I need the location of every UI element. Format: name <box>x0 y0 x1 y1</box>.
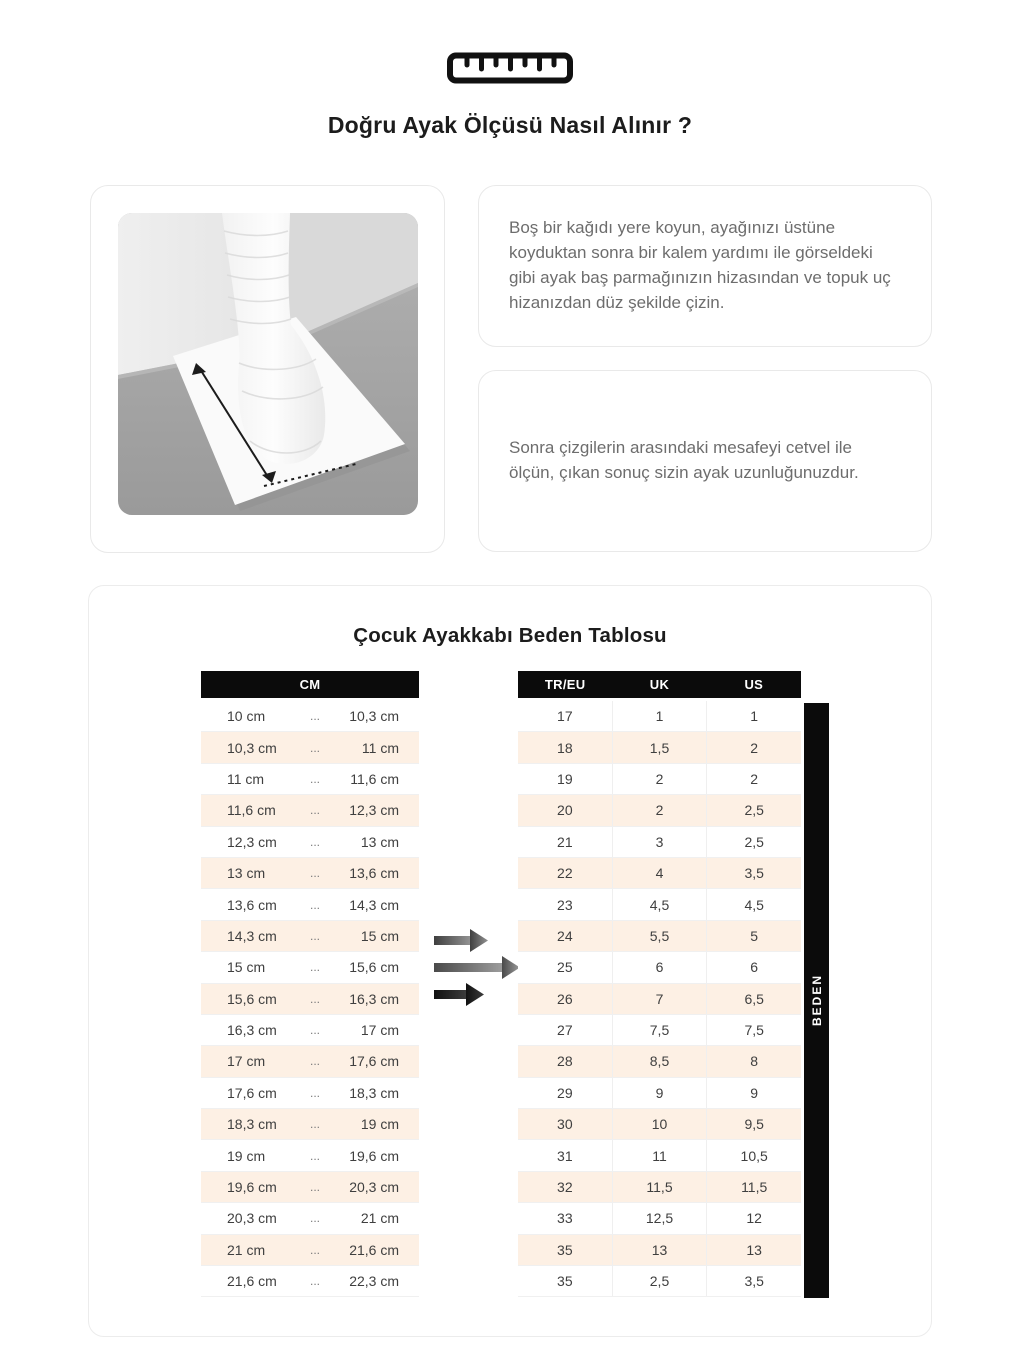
size-table-row <box>518 701 801 732</box>
tr-eu-value: 21 <box>557 833 573 850</box>
range-separator: ... <box>309 771 320 786</box>
cm-table-row <box>201 1172 419 1203</box>
size-table-row <box>518 858 801 889</box>
range-separator: ... <box>309 1023 320 1038</box>
range-separator: ... <box>309 866 320 881</box>
us-value: 10,5 <box>706 1140 801 1170</box>
cm-value: 11,6 cm <box>350 770 399 787</box>
uk-value: 1,5 <box>612 732 707 762</box>
cm-value: 10,3 cm <box>227 739 277 756</box>
us-value: 2 <box>706 732 801 762</box>
uk-value: 2 <box>612 795 707 825</box>
range-separator: ... <box>309 709 320 724</box>
cm-value: 12,3 cm <box>349 802 399 819</box>
cm-value: 15,6 cm <box>349 959 399 976</box>
cm-table-row <box>201 1109 419 1140</box>
us-header-label: US <box>744 677 764 692</box>
cm-value: 19,6 cm <box>227 1179 277 1196</box>
cm-table-row <box>201 952 419 983</box>
cm-value: 11 cm <box>227 770 265 787</box>
uk-value: 1 <box>612 701 707 731</box>
tr-eu-value: 30 <box>557 1116 573 1133</box>
us-value: 12 <box>706 1203 801 1233</box>
cm-table-row <box>201 858 419 889</box>
cm-value: 15,6 cm <box>227 990 277 1007</box>
range-separator: ... <box>309 1148 320 1163</box>
tr-eu-value: 20 <box>557 802 573 819</box>
cm-value: 18,3 cm <box>349 1084 399 1101</box>
cm-table-header <box>201 671 419 698</box>
tr-eu-value: 27 <box>557 1022 573 1039</box>
uk-value: 3 <box>612 827 707 857</box>
range-separator: ... <box>309 991 320 1006</box>
size-table-row <box>518 889 801 920</box>
cm-table-row <box>201 1203 419 1234</box>
size-table-row <box>518 921 801 952</box>
tr-eu-header-label: TR/EU <box>544 677 586 692</box>
size-table-title: Çocuk Ayakkabı Beden Tablosu <box>353 624 667 647</box>
cm-value: 19 cm <box>227 1147 266 1164</box>
tr-eu-value: 26 <box>557 990 573 1007</box>
uk-value: 7,5 <box>612 1015 707 1045</box>
us-value: 7,5 <box>706 1015 801 1045</box>
cm-value: 14,3 cm <box>227 927 277 944</box>
range-separator: ... <box>309 960 320 975</box>
size-table-header <box>518 671 801 698</box>
range-separator: ... <box>309 834 320 849</box>
uk-value: 8,5 <box>612 1046 707 1076</box>
cm-value: 18,3 cm <box>227 1116 277 1133</box>
cm-table-row <box>201 1046 419 1077</box>
cm-value: 13,6 cm <box>349 865 399 882</box>
beden-side-bar <box>804 703 829 1298</box>
cm-table <box>201 701 419 1297</box>
tr-eu-value: 19 <box>557 770 573 787</box>
range-separator: ... <box>309 1085 320 1100</box>
us-value: 8 <box>706 1046 801 1076</box>
cm-value: 10,3 cm <box>349 708 399 725</box>
cm-table-row <box>201 732 419 763</box>
tr-eu-value: 22 <box>557 865 573 882</box>
size-table-row <box>518 1235 801 1266</box>
ruler-icon <box>0 52 1020 84</box>
range-separator: ... <box>309 928 320 943</box>
cm-value: 20,3 cm <box>349 1179 399 1196</box>
cm-table-row <box>201 1266 419 1297</box>
tr-eu-value: 24 <box>557 927 573 944</box>
tr-eu-value: 28 <box>557 1053 573 1070</box>
size-table-row <box>518 1078 801 1109</box>
cm-table-row <box>201 764 419 795</box>
instruction-card-2 <box>478 370 932 552</box>
cm-table-row <box>201 889 419 920</box>
cm-value: 22,3 cm <box>349 1273 399 1290</box>
transfer-arrows-icon <box>433 926 525 1008</box>
tr-eu-value: 17 <box>557 708 573 725</box>
cm-value: 20,3 cm <box>227 1210 277 1227</box>
us-value: 3,5 <box>706 1266 801 1296</box>
cm-header-label: CM <box>299 677 321 692</box>
uk-value: 4 <box>612 858 707 888</box>
cm-value: 21 cm <box>360 1210 399 1227</box>
size-table-row <box>518 1046 801 1077</box>
uk-value: 13 <box>612 1235 707 1265</box>
range-separator: ... <box>309 740 320 755</box>
uk-value: 11,5 <box>612 1172 707 1202</box>
size-table-row <box>518 764 801 795</box>
cm-table-row <box>201 795 419 826</box>
size-table-row <box>518 984 801 1015</box>
range-separator: ... <box>309 1180 320 1195</box>
size-table-row <box>518 952 801 983</box>
cm-value: 17,6 cm <box>227 1084 277 1101</box>
cm-value: 14,3 cm <box>349 896 399 913</box>
tr-eu-value: 33 <box>557 1210 573 1227</box>
uk-value: 10 <box>612 1109 707 1139</box>
size-table-row <box>518 1203 801 1234</box>
cm-value: 16,3 cm <box>349 990 399 1007</box>
us-value: 3,5 <box>706 858 801 888</box>
uk-value: 11 <box>612 1140 707 1170</box>
size-table-row <box>518 1172 801 1203</box>
instructions-section <box>90 185 932 553</box>
cm-table-row <box>201 1078 419 1109</box>
cm-table-row <box>201 1140 419 1171</box>
size-table-row <box>518 1266 801 1297</box>
us-value: 6 <box>706 952 801 982</box>
instruction-step-1: Boş bir kağıdı yere koyun, ayağınızı üstüne koyduktan sonra bir kalem yardımı ile görseldeki gibi ayak baş parmağınızın hizasından ve topuk uç hizanızdan düz şekilde çizin. <box>509 218 891 312</box>
size-table-row <box>518 732 801 763</box>
cm-value: 13,6 cm <box>227 896 277 913</box>
us-value: 13 <box>706 1235 801 1265</box>
uk-value: 12,5 <box>612 1203 707 1233</box>
uk-value: 2 <box>612 764 707 794</box>
tr-eu-value: 18 <box>557 739 573 756</box>
us-value: 2 <box>706 764 801 794</box>
tr-eu-value: 29 <box>557 1084 573 1101</box>
cm-value: 11,6 cm <box>227 802 276 819</box>
tr-eu-value: 25 <box>557 959 573 976</box>
us-value: 9 <box>706 1078 801 1108</box>
size-table-row <box>518 795 801 826</box>
uk-value: 2,5 <box>612 1266 707 1296</box>
cm-value: 19,6 cm <box>349 1147 399 1164</box>
us-value: 2,5 <box>706 827 801 857</box>
cm-value: 11 cm <box>361 739 399 756</box>
us-value: 6,5 <box>706 984 801 1014</box>
cm-value: 13 cm <box>227 865 266 882</box>
range-separator: ... <box>309 1211 320 1226</box>
cm-value: 13 cm <box>360 833 399 850</box>
cm-value: 21,6 cm <box>349 1241 399 1258</box>
uk-value: 9 <box>612 1078 707 1108</box>
tr-eu-value: 35 <box>557 1273 573 1290</box>
cm-table-row <box>201 984 419 1015</box>
cm-value: 17 cm <box>360 1022 399 1039</box>
uk-value: 5,5 <box>612 921 707 951</box>
us-value: 5 <box>706 921 801 951</box>
foot-measurement-photo <box>118 213 418 515</box>
cm-value: 15 cm <box>360 927 399 944</box>
page-title: Doğru Ayak Ölçüsü Nasıl Alınır ? <box>327 112 693 138</box>
us-value: 4,5 <box>706 889 801 919</box>
size-table-row <box>518 1140 801 1171</box>
cm-table-row <box>201 827 419 858</box>
cm-value: 15 cm <box>227 959 266 976</box>
cm-value: 10 cm <box>227 708 266 725</box>
size-conversion-table <box>518 701 801 1297</box>
tr-eu-value: 35 <box>557 1241 573 1258</box>
range-separator: ... <box>309 803 320 818</box>
instruction-cards <box>478 185 932 553</box>
size-table-row <box>518 1109 801 1140</box>
cm-value: 17,6 cm <box>349 1053 399 1070</box>
range-separator: ... <box>309 1117 320 1132</box>
tr-eu-value: 32 <box>557 1179 573 1196</box>
us-value: 2,5 <box>706 795 801 825</box>
tr-eu-value: 31 <box>557 1147 573 1164</box>
instruction-step-2: Sonra çizgilerin arasındaki mesafeyi cetvel ile ölçün, çıkan sonuç sizin ayak uzunluğunuzdur. <box>509 438 859 482</box>
range-separator: ... <box>309 897 320 912</box>
us-value: 11,5 <box>706 1172 801 1202</box>
range-separator: ... <box>309 1274 320 1289</box>
size-table-row <box>518 1015 801 1046</box>
range-separator: ... <box>309 1242 320 1257</box>
cm-value: 12,3 cm <box>227 833 277 850</box>
cm-table-row <box>201 1015 419 1046</box>
cm-value: 21,6 cm <box>227 1273 277 1290</box>
cm-table-row <box>201 701 419 732</box>
uk-header-label: UK <box>649 677 670 692</box>
cm-value: 17 cm <box>227 1053 266 1070</box>
uk-value: 4,5 <box>612 889 707 919</box>
cm-value: 19 cm <box>360 1116 399 1133</box>
tr-eu-value: 23 <box>557 896 573 913</box>
beden-label: BEDEN <box>809 974 824 1027</box>
uk-value: 7 <box>612 984 707 1014</box>
cm-value: 16,3 cm <box>227 1022 277 1039</box>
us-value: 1 <box>706 701 801 731</box>
instruction-card-1 <box>478 185 932 347</box>
us-value: 9,5 <box>706 1109 801 1139</box>
cm-table-row <box>201 1235 419 1266</box>
size-table-card <box>88 585 932 1337</box>
uk-value: 6 <box>612 952 707 982</box>
cm-value: 21 cm <box>227 1241 266 1258</box>
range-separator: ... <box>309 1054 320 1069</box>
photo-card <box>90 185 445 553</box>
size-table-row <box>518 827 801 858</box>
cm-table-row <box>201 921 419 952</box>
